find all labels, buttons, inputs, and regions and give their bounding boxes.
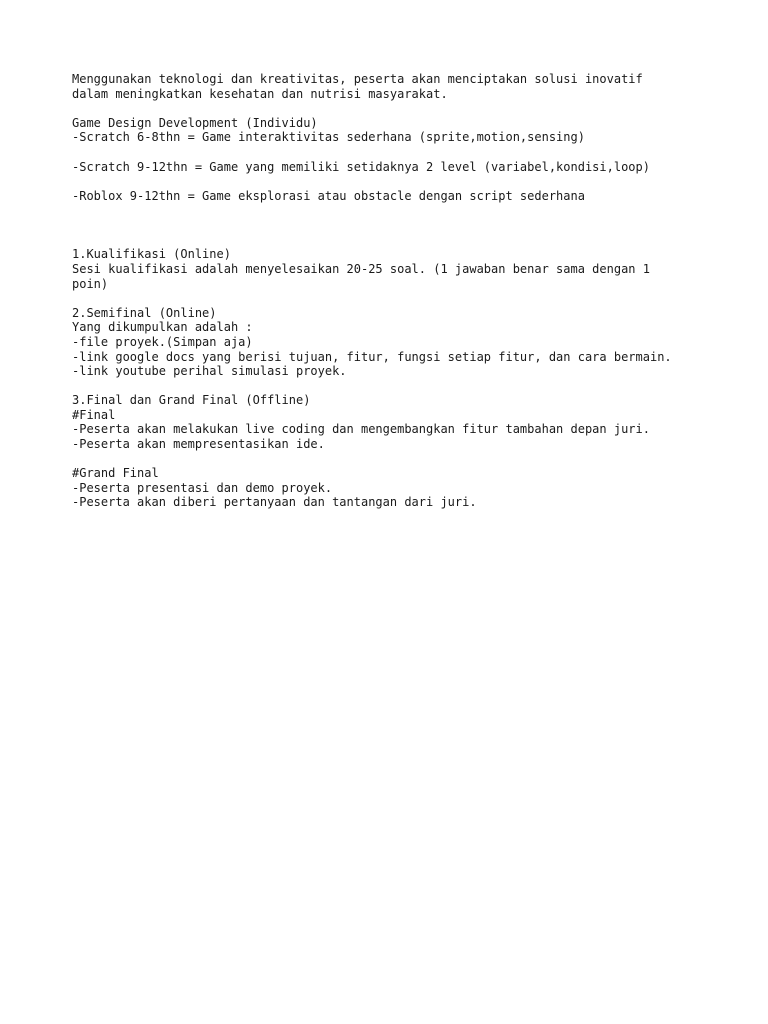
grand-final-line: -Peserta presentasi dan demo proyek. (72, 480, 333, 495)
category-title: Game Design Development (Individu) (72, 115, 318, 130)
semifinal-line: -link youtube perihal simulasi proyek. (72, 364, 347, 379)
qualification-line-2: poin) (72, 276, 109, 291)
semifinal-line: -link google docs yang berisi tujuan, fitur, fungsi setiap fitur, dan cara bermain. (72, 349, 672, 364)
semifinal-title: 2.Semifinal (Online) (72, 305, 217, 320)
intro-line-1: Menggunakan teknologi dan kreativitas, peserta akan menciptakan solusi inovatif (72, 72, 643, 86)
semifinal-line: -file proyek.(Simpan aja) (72, 334, 253, 349)
intro-line-2: dalam meningkatkan kesehatan dan nutrisi masyarakat. (72, 86, 448, 101)
category-item-scratch-9-12: -Scratch 9-12thn = Game yang memiliki setidaknya 2 level (variabel,kondisi,loop) (72, 159, 650, 174)
qualification-line-1: Sesi kualifikasi adalah menyelesaikan 20-25 soal. (1 jawaban benar sama dengan 1 (72, 261, 650, 276)
grand-final-line: -Peserta akan diberi pertanyaan dan tantangan dari juri. (72, 495, 477, 510)
document-page (72, 72, 702, 510)
category-item-scratch-6-8: -Scratch 6-8thn = Game interaktivitas sederhana (sprite,motion,sensing) (72, 130, 585, 145)
final-line: -Peserta akan melakukan live coding dan mengembangkan fitur tambahan depan juri. (72, 422, 650, 437)
final-line: -Peserta akan mempresentasikan ide. (72, 437, 325, 452)
qualification-title: 1.Kualifikasi (Online) (72, 247, 231, 262)
category-item-roblox-9-12: -Roblox 9-12thn = Game eksplorasi atau obstacle dengan script sederhana (72, 188, 585, 203)
grand-final-subtitle: #Grand Final (72, 466, 159, 481)
final-subtitle: #Final (72, 407, 116, 422)
semifinal-line: Yang dikumpulkan adalah : (72, 320, 253, 335)
final-title: 3.Final dan Grand Final (Offline) (72, 393, 311, 408)
